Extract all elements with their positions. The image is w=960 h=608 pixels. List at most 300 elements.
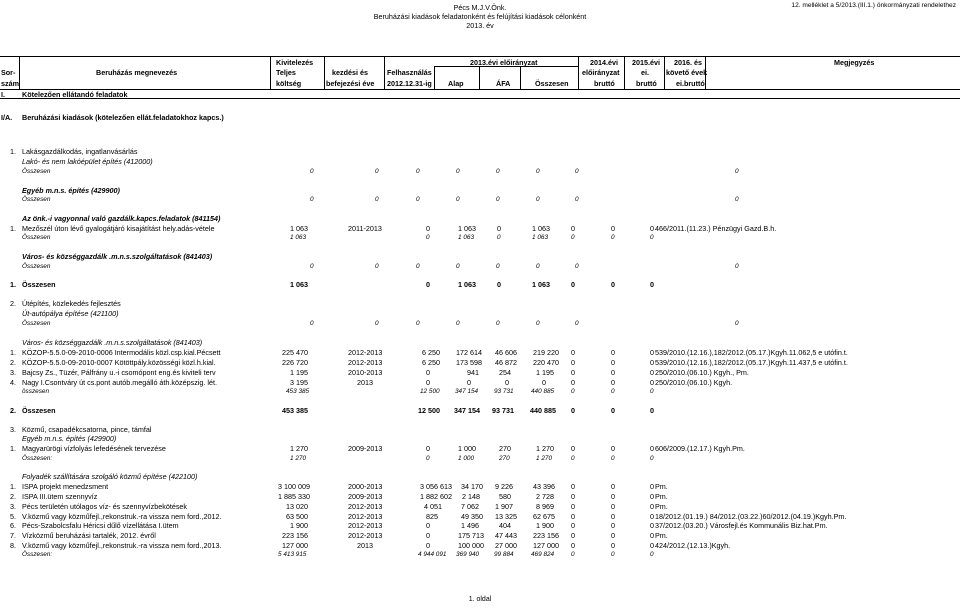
table-cell: 0 [650, 388, 654, 395]
table-cell: 0 [611, 444, 615, 453]
table-cell: Magyarürögi vízfolyás lefedésének tervezése [22, 444, 166, 453]
table-cell: 0 [375, 320, 379, 327]
table-cell: 1 900 [536, 521, 554, 530]
table-cell: Egyéb m.n.s. építés (429900) [22, 434, 117, 443]
table-cell: 37/2012.(03.20.) Városfejl.és Kommunális Biz.hat.Pm. [655, 521, 828, 530]
table-cell: 440 885 [531, 388, 555, 395]
table-cell: 0 [571, 348, 575, 357]
table-cell: 0 [426, 224, 430, 233]
table-cell: 0 [375, 196, 379, 203]
table-cell: Útépítés, közlekedés fejlesztés [22, 299, 121, 308]
table-cell: 0 [571, 406, 575, 415]
hdr-ei: ei. [641, 68, 649, 77]
table-cell: 1 063 [290, 280, 308, 289]
table-cell: 46 872 [495, 358, 517, 367]
table-cell: 0 [611, 358, 615, 367]
table-cell: Város- és községgazdálk .m.n.s.szolgáltatások (841403) [22, 338, 203, 347]
table-cell: 3. [10, 502, 16, 511]
table-cell: 4 944 091 [418, 551, 447, 558]
table-cell: Összesen [22, 168, 51, 175]
document-year: 2013. év [466, 21, 494, 30]
table-cell: 0 [456, 168, 460, 175]
table-cell: 1 270 [290, 455, 306, 462]
table-cell: 6. [10, 521, 16, 530]
table-cell: 47 443 [495, 531, 517, 540]
table-cell: 0 [571, 368, 575, 377]
table-cell: 0 [650, 551, 654, 558]
table-cell: 466/2011.(11.23.) Pénzügyi Gazd.B.h. [655, 224, 777, 233]
table-cell: 1 907 [495, 502, 513, 511]
table-row [0, 521, 960, 531]
table-row [0, 348, 960, 358]
table-cell: 0 [496, 168, 500, 175]
table-cell: 0 [310, 168, 314, 175]
table-row [0, 167, 960, 177]
table-cell: 0 [426, 444, 430, 453]
table-row [0, 157, 960, 167]
table-cell: 1 063 [458, 234, 474, 241]
table-cell: 369 940 [456, 551, 480, 558]
table-cell: 1 270 [536, 455, 552, 462]
hdr-befejezesi: befejezési éve [326, 79, 375, 88]
table-cell: 0 [536, 196, 540, 203]
table-cell: 223 156 [282, 531, 308, 540]
table-cell: 0 [571, 444, 575, 453]
table-cell: 0 [536, 168, 540, 175]
table-cell: 0 [426, 541, 430, 550]
table-cell: 0 [571, 512, 575, 521]
table-cell: 539/2010.(12.16.),182/2012.(05.17.)Kgyh.11.437,5 e utófin.t. [655, 358, 848, 367]
table-cell: 0 [650, 521, 654, 530]
table-cell: 12 500 [418, 406, 440, 415]
table-cell: 1 063 [532, 280, 550, 289]
table-cell: Lakó- és nem lakóépület építés (412000) [22, 157, 153, 166]
table-cell: Nagy I.Csontváry út cs.pont autób.megálló áth.középszig. lét. [22, 378, 217, 387]
table-cell: 0 [650, 455, 654, 462]
table-cell: 539/2010.(12.16.),182/2012.(05.17.)Kgyh.11.062,5 e utófin.t. [655, 348, 848, 357]
table-cell: 5. [10, 512, 16, 521]
table-row [0, 502, 960, 512]
table-row [0, 252, 960, 262]
table-cell: 1 000 [458, 444, 476, 453]
table-cell: Pm. [655, 531, 668, 540]
hdr-koveto: követő évek [666, 68, 708, 77]
table-row [0, 147, 960, 157]
table-cell: 2012-2013 [348, 512, 383, 521]
table-cell: 4 051 [424, 502, 442, 511]
hdr-megnevezes: Beruházás megnevezés [96, 68, 178, 77]
table-cell: 0 [426, 378, 430, 387]
table-cell: 0 [650, 348, 654, 357]
table-cell: 2013 [357, 378, 373, 387]
table-cell: 0 [650, 358, 654, 367]
table-cell: 0 [310, 320, 314, 327]
hdr-teljes: Teljes [276, 68, 296, 77]
table-cell: 0 [571, 492, 575, 501]
table-cell: 0 [456, 196, 460, 203]
table-cell: 0 [467, 378, 471, 387]
table-cell: 226 720 [282, 358, 308, 367]
table-row [0, 406, 960, 416]
table-cell: 1 270 [536, 444, 554, 453]
table-cell: 1 063 [532, 234, 548, 241]
table-cell: 0 [650, 368, 654, 377]
hdr-eloiranyzat: előirányzat [582, 68, 620, 77]
table-cell: 63 500 [286, 512, 308, 521]
table-row [0, 434, 960, 444]
table-cell: 0 [571, 521, 575, 530]
table-cell: 1 000 [458, 455, 474, 462]
table-row [0, 319, 960, 329]
table-cell: 0 [650, 482, 654, 491]
table-cell: V.közmű vagy közműfejl.,rekonstruk.-ra vissza nem ford.,2013. [22, 541, 222, 550]
table-cell: 0 [575, 168, 579, 175]
table-cell: Folyadék szállítására szolgáló közmű építése (422100) [22, 472, 198, 481]
subsection-no: I/A. [1, 113, 13, 122]
hdr-koltseg: költség [276, 79, 302, 88]
table-cell: 0 [650, 492, 654, 501]
subsection-title: Beruházási kiadások (kötelezően ellát.feladatokhoz kapcs.) [22, 113, 224, 122]
table-cell: 0 [611, 455, 615, 462]
table-cell: 0 [611, 502, 615, 511]
table-row [0, 299, 960, 309]
table-cell: 0 [416, 196, 420, 203]
table-row [0, 233, 960, 243]
table-cell: 93 731 [494, 388, 514, 395]
table-cell: 0 [735, 320, 739, 327]
table-cell: 7. [10, 531, 16, 540]
table-cell: 0 [650, 280, 654, 289]
table-cell: 453 385 [286, 388, 310, 395]
table-row [0, 492, 960, 502]
table-cell: 127 000 [533, 541, 559, 550]
table-cell: 270 [499, 455, 510, 462]
hdr-datum: 2012.12.31-ig [387, 79, 432, 88]
table-cell: 2000-2013 [348, 482, 383, 491]
table-cell: 0 [310, 196, 314, 203]
table-cell: 0 [426, 280, 430, 289]
table-cell: Pécs területén utólagos víz- és szennyvízbekötések [22, 502, 188, 511]
table-cell: 6 250 [422, 348, 440, 357]
table-row [0, 482, 960, 492]
table-cell: V.közmű vagy közműfejl.,rekonstruk.-ra vissza nem ford.,2012. [22, 512, 222, 521]
table-row [0, 214, 960, 224]
table-cell: 2. [10, 406, 16, 415]
table-cell: 8 969 [536, 502, 554, 511]
section-no: I. [1, 90, 5, 99]
table-cell: 1 885 330 [278, 492, 310, 501]
table-cell: 0 [426, 531, 430, 540]
table-cell: 0 [426, 521, 430, 530]
table-cell: 0 [571, 388, 575, 395]
table-cell: Pm. [655, 482, 668, 491]
table-cell: 2. [10, 358, 16, 367]
table-row [0, 262, 960, 272]
hdr-felhasznalas: Felhasználás [387, 68, 432, 77]
table-cell: 0 [542, 378, 546, 387]
table-cell: Pm. [655, 502, 668, 511]
table-cell: 0 [735, 196, 739, 203]
table-cell: 0 [426, 234, 430, 241]
table-cell: 0 [536, 320, 540, 327]
table-cell: 34 170 [461, 482, 483, 491]
document-title: Beruházási kiadások feladatonként és felújítási kiadások célonként [373, 12, 587, 21]
table-cell: 2 728 [536, 492, 554, 501]
table-cell: 0 [416, 320, 420, 327]
table-cell: 4. [10, 378, 16, 387]
table-cell: 254 [499, 368, 511, 377]
table-row [0, 454, 960, 464]
table-cell: 2012-2013 [348, 521, 383, 530]
table-row [0, 280, 960, 290]
table-cell: Összesen [22, 196, 51, 203]
table-cell: 62 675 [533, 512, 555, 521]
table-row [0, 387, 960, 397]
table-cell: 424/2012.(12.13.)Kgyh. [655, 541, 731, 550]
table-cell: 27 000 [495, 541, 517, 550]
table-cell: 0 [650, 531, 654, 540]
table-cell: 0 [536, 263, 540, 270]
table-cell: 0 [571, 541, 575, 550]
table-cell: Lakásgazdálkodás, ingatlanvásárlás [22, 147, 138, 156]
table-cell: 219 220 [533, 348, 559, 357]
table-cell: 0 [505, 378, 509, 387]
table-cell: 0 [611, 521, 615, 530]
table-cell: 0 [611, 531, 615, 540]
table-cell: 270 [499, 444, 511, 453]
table-cell: 0 [650, 378, 654, 387]
table-cell: 3. [10, 368, 16, 377]
table-cell: 0 [497, 234, 501, 241]
table-cell: 2012-2013 [348, 531, 383, 540]
table-cell: 127 000 [282, 541, 308, 550]
table-cell: 0 [650, 502, 654, 511]
table-cell: 1 270 [290, 444, 308, 453]
table-cell: 1. [10, 444, 16, 453]
table-cell: KÖZOP-5.5.0-09-2010-0007 Kötöttpály.közösségi közl.h.kial. [22, 358, 216, 367]
table-cell: 440 885 [530, 406, 556, 415]
table-cell: 13 325 [495, 512, 517, 521]
table-cell: 0 [735, 168, 739, 175]
table-cell: 1 063 [532, 224, 550, 233]
table-cell: 5 413 915 [278, 551, 307, 558]
table-cell: 0 [611, 541, 615, 550]
table-cell: 2009-2013 [348, 492, 383, 501]
table-cell: 0 [611, 406, 615, 415]
table-cell: 46 606 [495, 348, 517, 357]
table-cell: 225 470 [282, 348, 308, 357]
table-cell: Az önk.-i vagyonnal való gazdálk.kapcs.feladatok (841154) [22, 214, 221, 223]
hdr-sor: Sor- [1, 68, 16, 77]
table-row [0, 550, 960, 560]
hdr-osszesen: Összesen [535, 79, 569, 88]
table-cell: 1 900 [290, 521, 308, 530]
table-cell: 0 [735, 263, 739, 270]
table-cell: Összesen: [22, 455, 53, 462]
table-cell: 0 [375, 263, 379, 270]
page-number: 1. oldal [468, 596, 492, 603]
hdr-2013: 2013.évi előirányzat [470, 58, 538, 67]
hdr-brutto-2015: bruttó [636, 79, 657, 88]
hdr-alap: Alap [448, 79, 464, 88]
table-row [0, 338, 960, 348]
table-row [0, 444, 960, 454]
table-cell: Pm. [655, 492, 668, 501]
table-cell: Összesen [22, 263, 51, 270]
table-row [0, 195, 960, 205]
table-cell: 2. [10, 492, 16, 501]
table-cell: 0 [571, 482, 575, 491]
table-cell: 0 [497, 280, 501, 289]
table-cell: 0 [571, 234, 575, 241]
table-cell: 9 226 [495, 482, 513, 491]
table-cell: Pécs-Szabolcsfalu Héricsi dűlő vízellátása I.ütem [22, 521, 179, 530]
table-cell: Összesen [22, 406, 56, 415]
table-row [0, 358, 960, 368]
table-cell: 1 882 602 [420, 492, 452, 501]
table-cell: Közmű, csapadékcsatorna, pince, támfal [22, 425, 152, 434]
table-cell: 0 [650, 512, 654, 521]
table-cell: 0 [496, 263, 500, 270]
table-cell: 0 [571, 378, 575, 387]
hdr-2016: 2016. és [674, 58, 702, 67]
table-cell: 1 195 [536, 368, 554, 377]
table-cell: 100 000 [458, 541, 484, 550]
table-cell: 0 [575, 263, 579, 270]
table-cell: 12 500 [420, 388, 440, 395]
table-cell: 3 195 [290, 378, 308, 387]
table-cell: 1. [10, 224, 16, 233]
hdr-2014: 2014.évi [590, 58, 618, 67]
table-cell: 2012-2013 [348, 348, 383, 357]
table-cell: 453 385 [282, 406, 308, 415]
table-cell: 7 062 [461, 502, 479, 511]
table-cell: Bajcsy Zs., Tüzér, Pálfrány u.-i csomópont eng.és kiviteli terv [22, 368, 216, 377]
table-cell: Egyéb m.n.s. építés (429900) [22, 186, 120, 195]
table-cell: 3 100 009 [278, 482, 310, 491]
table-cell: Összesen: [22, 551, 53, 558]
table-cell: 0 [611, 224, 615, 233]
table-cell: 0 [611, 234, 615, 241]
table-cell: 18/2012.(01.19.) 84/2012.(03.22.)60/2012.(04.19.)Kgyh.Pm. [655, 512, 847, 521]
table-cell: 1 063 [290, 224, 308, 233]
table-cell: 223 156 [533, 531, 559, 540]
table-cell: 0 [571, 455, 575, 462]
table-cell: 250/2010.(06.10.) Kgyh., Pm. [655, 368, 749, 377]
table-cell: 250/2010.(06.10.) Kgyh. [655, 378, 733, 387]
table-cell: 1. [10, 280, 16, 289]
section-title: Kötelezően ellátandó feladatok [22, 90, 128, 99]
table-cell: 0 [496, 320, 500, 327]
table-cell: 2011-2013 [348, 224, 382, 233]
table-cell: 941 [467, 368, 479, 377]
table-cell: 404 [499, 521, 511, 530]
table-cell: 1 195 [290, 368, 308, 377]
table-cell: 2009-2013 [348, 444, 383, 453]
table-cell: 0 [611, 378, 615, 387]
table-cell: összesen [22, 388, 49, 395]
table-cell: ISPA III.ütem szennyvíz [22, 492, 98, 501]
table-row [0, 472, 960, 482]
table-cell: 0 [650, 541, 654, 550]
table-cell: KÖZOP-5.5.0-09-2010-0006 Intermodális közl.csp.kial.Pécsett [22, 348, 221, 357]
table-cell: 3 056 613 [420, 482, 452, 491]
table-cell: 43 396 [533, 482, 555, 491]
table-cell: 0 [571, 224, 575, 233]
table-cell: 0 [456, 263, 460, 270]
table-cell: 0 [416, 263, 420, 270]
table-cell: 2012-2013 [348, 502, 383, 511]
table-cell: 6 250 [422, 358, 440, 367]
table-row [0, 309, 960, 319]
table-cell: 0 [611, 492, 615, 501]
table-cell: 0 [456, 320, 460, 327]
hdr-ei-brutto: ei.bruttó [676, 79, 705, 88]
hdr-brutto-2014: bruttó [594, 79, 615, 88]
table-cell: 49 350 [461, 512, 483, 521]
hdr-2015: 2015.évi [632, 58, 660, 67]
table-cell: ISPA projekt menedzsment [22, 482, 109, 491]
table-cell: 1 063 [458, 224, 476, 233]
table-cell: 1 063 [290, 234, 306, 241]
table-cell: 0 [416, 168, 420, 175]
table-cell: 580 [499, 492, 511, 501]
table-cell: 0 [611, 280, 615, 289]
table-cell: 99 884 [494, 551, 514, 558]
table-cell: 0 [575, 196, 579, 203]
table-cell: 1. [10, 482, 16, 491]
table-cell: 0 [611, 551, 615, 558]
table-cell: 0 [571, 531, 575, 540]
issuer-name: Pécs M.J.V.Önk. [453, 3, 507, 12]
table-cell: 175 713 [458, 531, 484, 540]
table-cell: 173 598 [456, 358, 482, 367]
table-cell: 2010-2013 [348, 368, 383, 377]
table-cell: Összesen [22, 280, 56, 289]
table-cell: Város- és községgazdálk .m.n.s.szolgáltatások (841403) [22, 252, 213, 261]
table-cell: 2 148 [462, 492, 480, 501]
hdr-kivitelezes: Kivitelezés [276, 58, 314, 67]
table-cell: 0 [611, 348, 615, 357]
table-cell: 0 [650, 444, 654, 453]
hdr-szam: szám [1, 79, 19, 88]
table-cell: 0 [426, 368, 430, 377]
table-cell: 0 [650, 224, 654, 233]
hdr-afa: ÁFA [496, 79, 511, 88]
table-cell: 0 [575, 320, 579, 327]
table-cell: 0 [426, 455, 430, 462]
table-cell: Mezőszél úton lévő gyalogátjáró kisajátítást hely.adás-vétele [22, 224, 215, 233]
table-cell: 0 [310, 263, 314, 270]
table-cell: 0 [571, 502, 575, 511]
table-cell: Vízközmű beruházási tartalék, 2012. évről [22, 531, 156, 540]
table-cell: 0 [497, 224, 501, 233]
table-row [0, 531, 960, 541]
table-cell: 1 063 [458, 280, 476, 289]
table-cell: 825 [426, 512, 438, 521]
table-cell: 8. [10, 541, 16, 550]
table-cell: 0 [650, 234, 654, 241]
table-cell: 0 [571, 280, 575, 289]
table-cell: 606/2009.(12.17.) Kgyh.Pm. [655, 444, 745, 453]
table-cell: 220 470 [533, 358, 559, 367]
table-row [0, 368, 960, 378]
table-cell: 2013 [357, 541, 373, 550]
table-cell: 172 614 [456, 348, 482, 357]
table-cell: 347 154 [455, 388, 479, 395]
table-cell: 2. [10, 299, 16, 308]
table-cell: 0 [496, 196, 500, 203]
